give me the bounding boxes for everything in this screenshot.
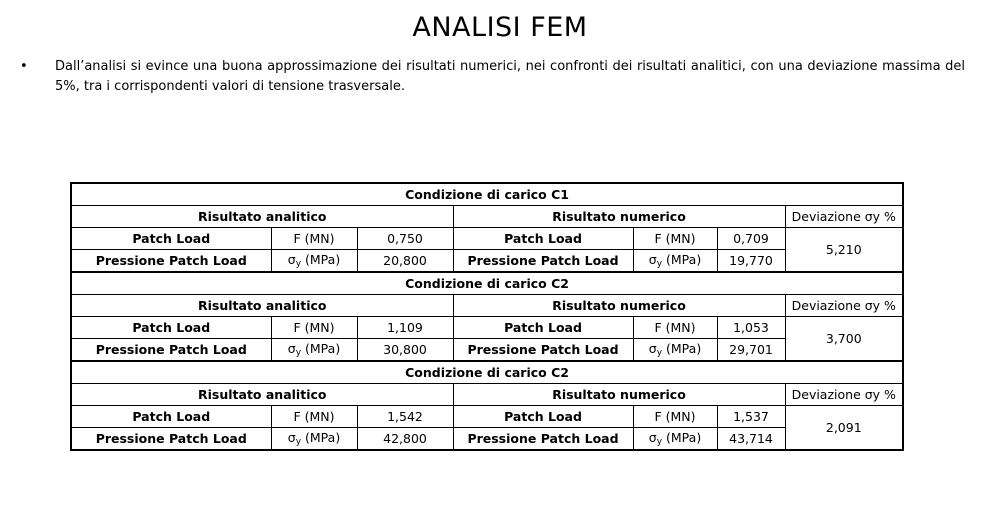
stress-unit-text: (MPa) xyxy=(301,341,341,356)
patch-load-label: Patch Load xyxy=(453,228,633,250)
pressure-row xyxy=(71,428,903,451)
sigma-symbol: σ xyxy=(648,341,657,356)
numeric-force-value: 1,053 xyxy=(717,317,785,339)
deviation-value: 3,700 xyxy=(785,317,903,362)
numeric-force-value: 1,537 xyxy=(717,406,785,428)
pressure-patch-load-label: Pressione Patch Load xyxy=(453,339,633,362)
force-unit-cell: F (MN) xyxy=(271,317,357,339)
summary-bullet xyxy=(20,57,965,97)
sigma-subscript: y xyxy=(295,259,302,269)
section-header-row xyxy=(71,295,903,317)
patch-load-label: Patch Load xyxy=(71,228,271,250)
sigma-symbol: σ xyxy=(287,430,296,445)
force-unit-cell: F (MN) xyxy=(271,228,357,250)
force-unit-cell: F (MN) xyxy=(271,406,357,428)
force-unit-cell: F (MN) xyxy=(633,317,717,339)
pressure-patch-load-label: Pressione Patch Load xyxy=(71,428,271,451)
pressure-patch-load-label: Pressione Patch Load xyxy=(71,250,271,273)
condition-header: Condizione di carico C2 xyxy=(71,361,903,384)
deviation-value: 5,210 xyxy=(785,228,903,273)
pressure-row xyxy=(71,250,903,273)
force-unit-cell: F (MN) xyxy=(633,228,717,250)
bullet-icon: • xyxy=(20,59,28,74)
numeric-force-value: 0,709 xyxy=(717,228,785,250)
condition-row xyxy=(71,272,903,295)
numeric-stress-value: 19,770 xyxy=(717,250,785,273)
numeric-header: Risultato numerico xyxy=(453,384,785,406)
page-title: ANALISI FEM xyxy=(412,12,588,43)
condition-header: Condizione di carico C2 xyxy=(71,272,903,295)
sigma-symbol: σ xyxy=(287,252,296,267)
sigma-symbol: σ xyxy=(648,252,657,267)
sigma-subscript: y xyxy=(656,348,663,358)
sigma-symbol: σ xyxy=(287,341,296,356)
analytic-header: Risultato analitico xyxy=(71,384,453,406)
summary-text: Dall’analisi si evince una buona approssimazione dei risultati numerici, nei confronti dei risultati analitici, con una deviazione massima del 5%, tra i corrispondenti valori di tensione trasversale. xyxy=(55,59,965,94)
analytic-stress-value: 42,800 xyxy=(357,428,453,451)
deviation-header: Deviazione σy % xyxy=(785,384,903,406)
stress-unit-text: (MPa) xyxy=(662,252,702,267)
stress-unit-cell xyxy=(271,339,357,362)
condition-header: Condizione di carico C1 xyxy=(71,183,903,206)
stress-unit-text: (MPa) xyxy=(662,430,702,445)
deviation-header: Deviazione σy % xyxy=(785,295,903,317)
fem-results-table xyxy=(70,182,904,451)
sigma-subscript: y xyxy=(295,348,302,358)
numeric-stress-value: 43,714 xyxy=(717,428,785,451)
condition-row xyxy=(71,183,903,206)
analytic-header: Risultato analitico xyxy=(71,206,453,228)
analytic-force-value: 1,542 xyxy=(357,406,453,428)
stress-unit-text: (MPa) xyxy=(301,252,341,267)
analytic-force-value: 0,750 xyxy=(357,228,453,250)
stress-unit-cell xyxy=(633,339,717,362)
sigma-subscript: y xyxy=(656,259,663,269)
patch-load-label: Patch Load xyxy=(453,317,633,339)
stress-unit-cell xyxy=(633,250,717,273)
patch-load-row xyxy=(71,317,903,339)
patch-load-label: Patch Load xyxy=(71,317,271,339)
numeric-stress-value: 29,701 xyxy=(717,339,785,362)
sigma-subscript: y xyxy=(295,437,302,447)
numeric-header: Risultato numerico xyxy=(453,295,785,317)
analytic-stress-value: 30,800 xyxy=(357,339,453,362)
pressure-patch-load-label: Pressione Patch Load xyxy=(453,428,633,451)
condition-row xyxy=(71,361,903,384)
pressure-row xyxy=(71,339,903,362)
deviation-value: 2,091 xyxy=(785,406,903,451)
force-unit-cell: F (MN) xyxy=(633,406,717,428)
stress-unit-cell xyxy=(271,428,357,451)
sigma-symbol: σ xyxy=(648,430,657,445)
section-header-row xyxy=(71,206,903,228)
section-header-row xyxy=(71,384,903,406)
pressure-patch-load-label: Pressione Patch Load xyxy=(453,250,633,273)
analytic-header: Risultato analitico xyxy=(71,295,453,317)
stress-unit-text: (MPa) xyxy=(662,341,702,356)
pressure-patch-load-label: Pressione Patch Load xyxy=(71,339,271,362)
stress-unit-cell xyxy=(271,250,357,273)
deviation-header: Deviazione σy % xyxy=(785,206,903,228)
analytic-force-value: 1,109 xyxy=(357,317,453,339)
patch-load-label: Patch Load xyxy=(453,406,633,428)
numeric-header: Risultato numerico xyxy=(453,206,785,228)
stress-unit-cell xyxy=(633,428,717,451)
patch-load-label: Patch Load xyxy=(71,406,271,428)
patch-load-row xyxy=(71,406,903,428)
analytic-stress-value: 20,800 xyxy=(357,250,453,273)
stress-unit-text: (MPa) xyxy=(301,430,341,445)
sigma-subscript: y xyxy=(656,437,663,447)
patch-load-row xyxy=(71,228,903,250)
